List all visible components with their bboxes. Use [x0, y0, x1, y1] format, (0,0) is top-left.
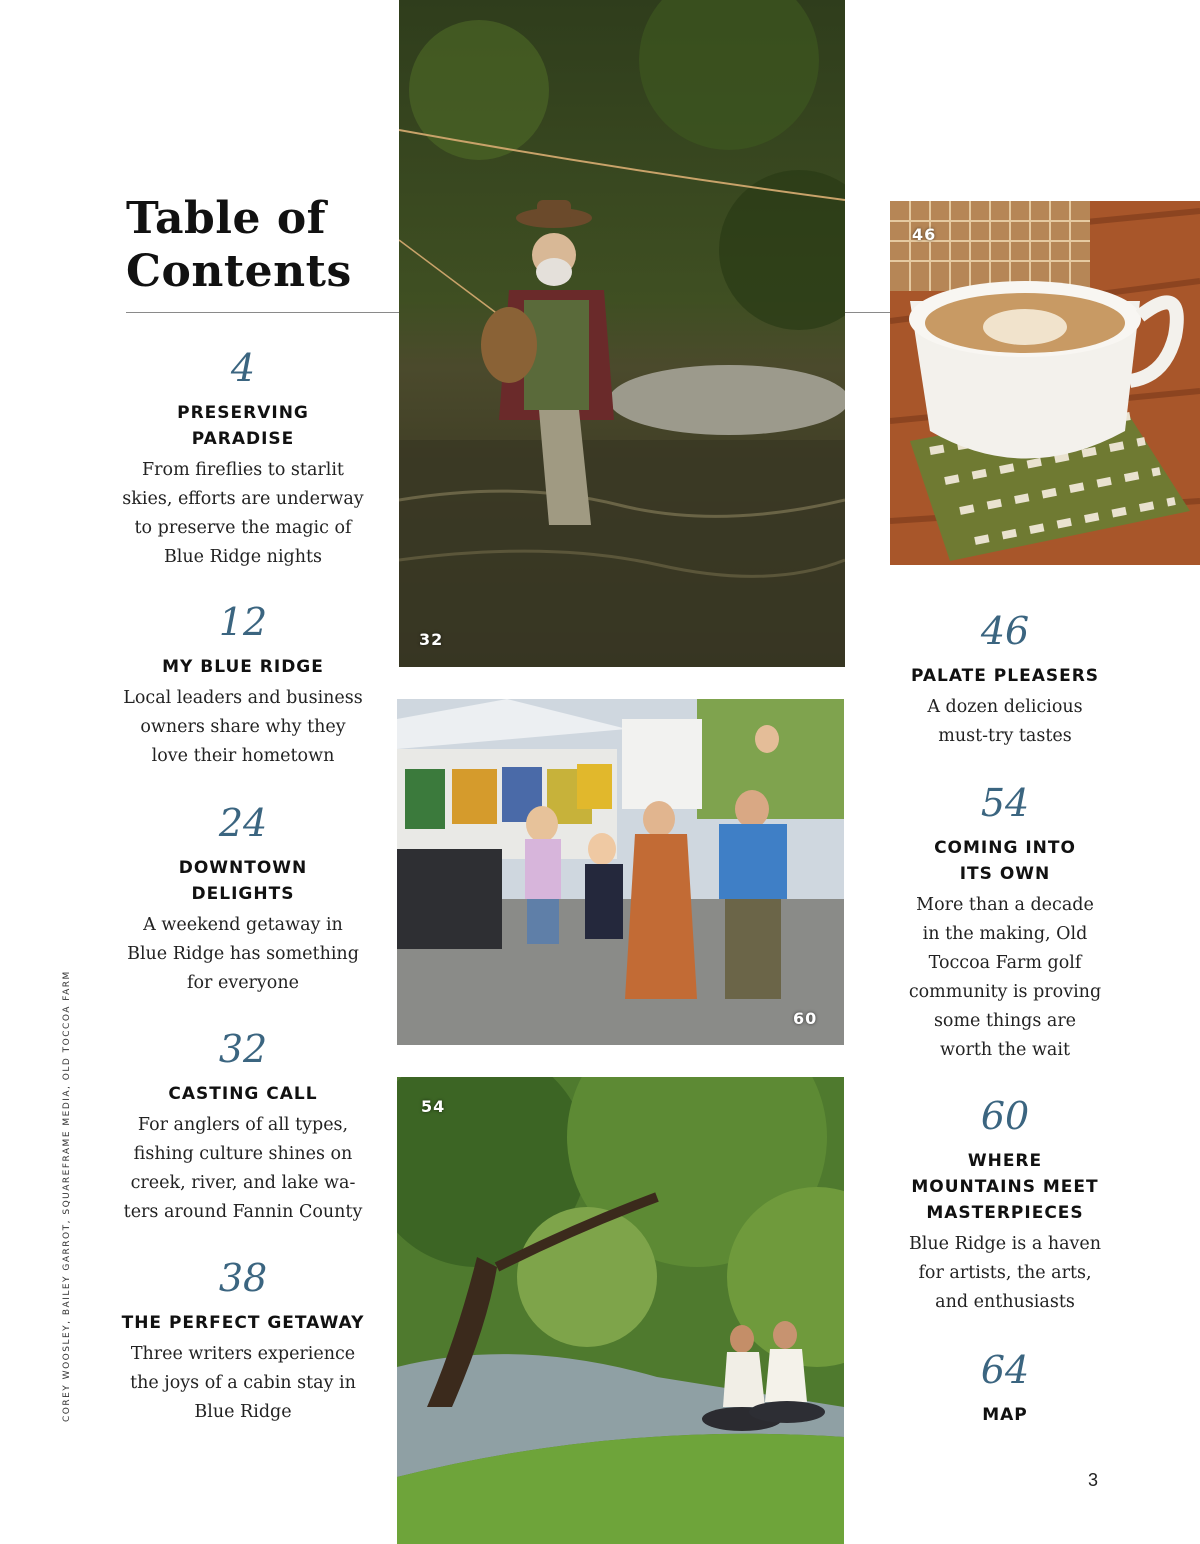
toc-entry-title: THE PERFECT GETAWAY: [121, 1313, 365, 1333]
title-line-2: Contents: [126, 246, 352, 297]
toc-entry-description: For anglers of all types, fishing culture shines on creek, river, and lake wa- ters around Fannin County: [123, 1115, 363, 1222]
title-rule-left: [126, 312, 400, 313]
photo-credit: COREY WOOSLEY, BAILEY GARROT, SQUAREFRAME MEDIA, OLD TOCCOA FARM: [62, 970, 72, 1422]
toc-entry-page-number: 46: [980, 609, 1030, 653]
toc-entry-description: Local leaders and business owners share why they love their hometown: [123, 688, 363, 766]
toc-entry-page-number: 38: [218, 1256, 268, 1300]
toc-entry-description: More than a decade in the making, Old Toccoa Farm golf community is proving some things are worth the wait: [908, 895, 1102, 1060]
toc-entry-title: PRESERVING PARADISE: [177, 403, 309, 449]
toc-entry-description: A dozen delicious must-try tastes: [927, 697, 1083, 746]
toc-entry-title: MY BLUE RIDGE: [162, 657, 324, 677]
photo-page-tag-32: 32: [419, 630, 444, 649]
toc-entry-64[interactable]: [885, 1348, 1125, 1428]
fly-fishing-photo: [399, 0, 845, 667]
photo-page-tag-46: 46: [912, 225, 937, 244]
toc-entry-54[interactable]: [885, 781, 1125, 1065]
toc-entry-page-number: 12: [218, 600, 268, 644]
toc-entry-description: Three writers experience the joys of a cabin stay in Blue Ridge: [130, 1344, 356, 1422]
page-title: [126, 192, 352, 298]
toc-entry-4[interactable]: [118, 346, 368, 572]
toc-entry-title: DOWNTOWN DELIGHTS: [178, 858, 308, 904]
toc-entry-12[interactable]: [118, 600, 368, 771]
photo-page-tag-60: 60: [793, 1009, 818, 1028]
toc-entry-title: MAP: [982, 1405, 1028, 1425]
toc-entry-page-number: 60: [980, 1094, 1030, 1138]
toc-entry-32[interactable]: [118, 1027, 368, 1227]
page-number: 3: [1087, 1470, 1098, 1490]
toc-entry-page-number: 4: [230, 346, 256, 390]
latte-photo: [890, 201, 1200, 565]
riverside-yoga-photo: [397, 1077, 844, 1544]
toc-entry-page-number: 54: [980, 781, 1030, 825]
toc-entry-description: Blue Ridge is a haven for artists, the arts, and enthusiasts: [908, 1234, 1102, 1312]
toc-entry-24[interactable]: [118, 801, 368, 998]
toc-entry-description: From fireflies to starlit skies, efforts are underway to preserve the magic of Blue Ridge nights: [122, 460, 364, 567]
toc-entry-title: PALATE PLEASERS: [910, 666, 1100, 686]
toc-entry-46[interactable]: [885, 609, 1125, 751]
toc-entry-title: WHERE MOUNTAINS MEET MASTERPIECES: [911, 1151, 1099, 1223]
toc-entry-title: CASTING CALL: [168, 1084, 318, 1104]
title-rule-right: [844, 312, 890, 313]
toc-entry-title: COMING INTO ITS OWN: [934, 838, 1076, 884]
art-festival-photo: [397, 699, 844, 1045]
toc-entry-38[interactable]: [108, 1256, 378, 1427]
toc-entry-page-number: 24: [218, 801, 268, 845]
title-line-1: Table of: [126, 193, 327, 244]
toc-entry-60[interactable]: [885, 1094, 1125, 1317]
toc-entry-description: A weekend getaway in Blue Ridge has something for everyone: [127, 915, 359, 993]
photo-page-tag-54: 54: [421, 1097, 446, 1116]
toc-entry-page-number: 64: [980, 1348, 1030, 1392]
toc-entry-page-number: 32: [218, 1027, 268, 1071]
